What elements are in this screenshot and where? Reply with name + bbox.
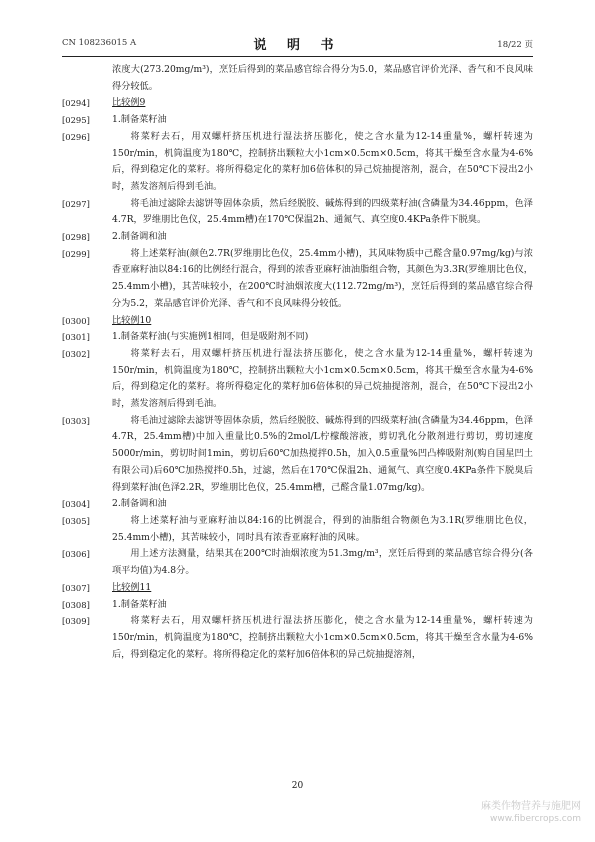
paragraph-number: [0302] xyxy=(62,348,90,359)
paragraph-text: 将毛油过滤除去滤饼等固体杂质，然后经脱胶、碱炼得到的四级菜籽油(含磷量为34.46ppm，色泽4.7R，罗维朋比色仪，25.4mm槽)在170℃保温2h、通氮气、真空度0.4KPa条件下脱臭。 xyxy=(112,197,533,226)
patent-number: CN 108236015 A xyxy=(62,38,137,48)
watermark-site-name: 麻类作物营养与施肥网 xyxy=(481,801,581,812)
paragraph xyxy=(62,246,533,313)
paragraph-text: 将上述菜籽油与亚麻籽油以84:16的比例混合，得到的油脂组合物颜色为3.1R(罗维朋比色仪，25.4mm小槽)，其苦味较小，同时具有浓香亚麻籽油的风味。 xyxy=(112,514,533,543)
page-header xyxy=(62,34,533,54)
document-title: 说 明 书 xyxy=(253,38,342,53)
paragraph-text: 将上述菜籽油(颜色2.7R(罗维朋比色仪，25.4mm小槽)，其风味物质中己醛含量0.97mg/kg)与浓香亚麻籽油以84:16的比例经行混合，得到的浓香亚麻籽油油脂组合物，其颜色为3.3R(罗维朋比色仪，25.4mm小槽)，其苦味较小，在200℃时油烟浓度大(112.72mg/m³)，烹饪后得到的菜品感官综合得分为5.2，菜品感官评价光泽、香气和不良风味得分较低。 xyxy=(112,247,533,309)
paragraph-number: [0295] xyxy=(62,115,90,126)
section-heading: 比较例9 xyxy=(112,97,146,109)
site-watermark xyxy=(481,800,581,826)
paragraph-number: [0299] xyxy=(62,248,90,259)
page-number: 20 xyxy=(291,781,304,791)
paragraph xyxy=(62,129,533,196)
paragraph-number: [0307] xyxy=(62,582,90,593)
subsection-title: 2.制备调和油 xyxy=(112,231,167,243)
paragraph-text: 将菜籽去石，用双螺杆挤压机进行湿法挤压膨化，使之含水量为12-14重量%，螺杆转速为150r/min，机筒温度为180℃，控制挤出颗粒大小1cm×0.5cm×0.5cm，将其干燥至含水量为4-6%后，得到稳定化的菜籽。将所得稳定化的菜籽加6倍体积的异己烷抽提溶剂，混合，在50℃下浸出2小时，蒸发溶剂后得到毛油。 xyxy=(112,347,533,410)
paragraph-number xyxy=(62,62,112,95)
paragraph xyxy=(62,513,533,546)
paragraph-number: [0308] xyxy=(62,599,90,610)
paragraph-number: [0296] xyxy=(62,131,90,142)
paragraph-number: [0298] xyxy=(62,232,90,243)
section-heading-row xyxy=(62,95,533,112)
paragraph-number: [0305] xyxy=(62,515,90,526)
subsection-title: 1.制备菜籽油 xyxy=(112,114,167,126)
paragraph xyxy=(62,62,533,95)
paragraph xyxy=(62,112,533,129)
section-heading: 比较例11 xyxy=(112,581,152,593)
paragraph xyxy=(62,613,533,663)
paragraph-text: 用上述方法测量，结果其在200℃时油烟浓度为51.3mg/m³，烹饪后得到的菜品感官综合得分(各项平均值)为4.8分。 xyxy=(112,548,533,577)
document-body xyxy=(62,62,533,663)
paragraph xyxy=(62,496,533,513)
paragraph xyxy=(62,196,533,229)
subsection-title: 1.制备菜籽油 xyxy=(112,598,167,610)
paragraph-number: [0301] xyxy=(62,332,90,343)
section-heading: 比较例10 xyxy=(112,314,152,326)
paragraph xyxy=(62,229,533,246)
paragraph-number: [0306] xyxy=(62,549,90,560)
subsection-title: 1.制备菜籽油(与实施例1相同，但是吸附剂不同) xyxy=(112,331,309,343)
paragraph-number: [0309] xyxy=(62,616,90,627)
page-count: 18/22 页 xyxy=(497,40,533,50)
paragraph-number: [0297] xyxy=(62,198,90,209)
paragraph-text: 浓度大(273.20mg/m³)，烹饪后得到的菜品感官综合得分为5.0，菜品感官评价光泽、香气和不良风味得分较低。 xyxy=(112,64,533,92)
paragraph-number: [0294] xyxy=(62,98,90,109)
section-heading-row xyxy=(62,313,533,330)
paragraph xyxy=(62,597,533,614)
paragraph-text: 将毛油过滤除去滤饼等固体杂质，然后经脱胶、碱炼得到的四级菜籽油(含磷量为34.46ppm，色泽4.7R，25.4mm槽)中加入重量比0.5%的2mol/L柠檬酸溶液，剪切乳化分散剂进行剪切，剪切速度5000r/min，剪切时间1min，剪切后60℃加热搅拌0.5h，加入0.5重量%凹凸棒吸附剂(购自国星凹土有限公司)后60℃加热搅拌0.5h，过滤，然后在170℃保温2h、通氮气、真空度0.4KPa条件下脱臭后得到菜籽油(色泽2.2R，罗维朋比色仪，25.4mm槽，己醛含量1.07mg/kg)。 xyxy=(112,414,533,493)
paragraph-text: 将菜籽去石，用双螺杆挤压机进行湿法挤压膨化，使之含水量为12-14重量%，螺杆转速为150r/min，机筒温度为180℃，控制挤出颗粒大小1cm×0.5cm×0.5cm，将其干燥至含水量为4-6%后，得到稳定化的菜籽。将所得稳定化的菜籽加6倍体积的异己烷抽提溶剂， xyxy=(112,615,533,660)
paragraph xyxy=(62,546,533,579)
watermark-url: www.fibercrops.com xyxy=(490,814,581,824)
paragraph-text: 将菜籽去石，用双螺杆挤压机进行湿法挤压膨化，使之含水量为12-14重量%，螺杆转速为150r/min，机筒温度为180℃，控制挤出颗粒大小1cm×0.5cm×0.5cm，将其干燥至含水量为4-6%后，得到稳定化的菜籽。将所得稳定化的菜籽加6倍体积的异己烷抽提溶剂，混合，在50℃下浸出2小时，蒸发溶剂后得到毛油。 xyxy=(112,130,533,192)
paragraph-number: [0303] xyxy=(62,415,90,426)
subsection-title: 2.制备调和油 xyxy=(112,498,167,510)
paragraph-number: [0304] xyxy=(62,499,90,510)
section-heading-row xyxy=(62,580,533,597)
paragraph xyxy=(62,346,533,413)
paragraph-number: [0300] xyxy=(62,315,90,326)
paragraph xyxy=(62,413,533,497)
paragraph xyxy=(62,329,533,346)
header-divider xyxy=(62,56,533,57)
